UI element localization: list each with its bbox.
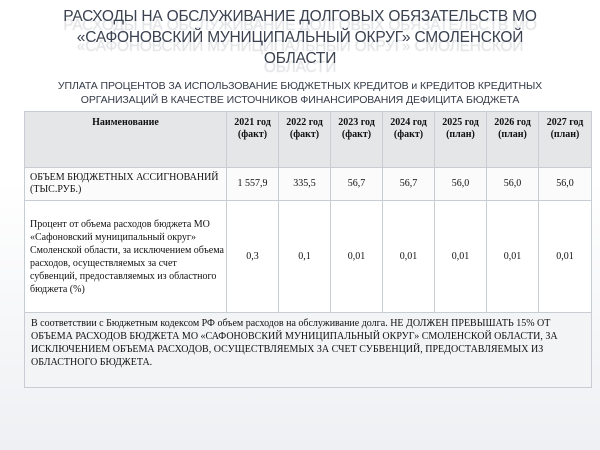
table-row (25, 201, 592, 313)
cell-value: 0,01 (331, 201, 383, 313)
header-2022: 2022 год (факт) (279, 112, 331, 168)
cell-value: 0,1 (279, 201, 331, 313)
cell-value: 0,01 (539, 201, 592, 313)
cell-value: 56,0 (487, 168, 539, 201)
page-title (40, 6, 560, 69)
cell-value: 0,3 (227, 201, 279, 313)
table-row (25, 168, 592, 201)
header-2024: 2024 год (факт) (383, 112, 435, 168)
cell-value: 56,0 (539, 168, 592, 201)
table-header-row (25, 112, 592, 168)
cell-value: 56,7 (383, 168, 435, 201)
header-name: Наименование (25, 112, 227, 168)
table-subtitle (30, 79, 570, 107)
row-label-percent: Процент от объема расходов бюджета МО «Сафоновский муниципальный округ» Смоленской области, за исключением объема расходов, осуществляемых за счет субвенций, предоставляемых из областного бюджета (%) (25, 201, 227, 313)
header-2025: 2025 год (план) (435, 112, 487, 168)
title-line-1: РАСХОДЫ НА ОБСЛУЖИВАНИЕ ДОЛГОВЫХ ОБЯЗАТЕЛЬСТВ МО (63, 8, 537, 25)
cell-value: 335,5 (279, 168, 331, 201)
subtitle-line-2: ОРГАНИЗАЦИЙ В КАЧЕСТВЕ ИСТОЧНИКОВ ФИНАНСИРОВАНИЯ ДЕФИЦИТА БЮДЖЕТА (80, 94, 520, 106)
table-note-row (25, 313, 592, 388)
debt-service-table (24, 111, 592, 388)
header-2021: 2021 год (факт) (227, 112, 279, 168)
title-line-2: «САФОНОВСКИЙ МУНИЦИПАЛЬНЫЙ ОКРУГ» СМОЛЕНСКОЙ ОБЛАСТИ (76, 29, 524, 67)
budget-code-note: В соответствии с Бюджетным кодексом РФ объем расходов на обслуживание долга. НЕ ДОЛЖЕН ПРЕВЫШАТЬ 15% ОТ ОБЪЕМА РАСХОДОВ БЮДЖЕТА МО «САФОНОВСКИЙ МУНИЦИПАЛЬНЫЙ ОКРУГ» СМОЛЕНСКОЙ ОБЛАСТИ, ЗА ИСКЛЮЧЕНИЕМ ОБЪЕМА РАСХОДОВ, ОСУЩЕСТВЛЯЕМЫХ ЗА СЧЕТ СУБВЕНЦИЙ, ПРЕДОСТАВЛЯЕМЫХ ИЗ ОБЛАСТНОГО БЮДЖЕТА. (25, 313, 592, 388)
cell-value: 56,7 (331, 168, 383, 201)
subtitle-line-1: УПЛАТА ПРОЦЕНТОВ ЗА ИСПОЛЬЗОВАНИЕ БЮДЖЕТНЫХ КРЕДИТОВ и КРЕДИТОВ КРЕДИТНЫХ (57, 80, 543, 92)
header-2027: 2027 год (план) (539, 112, 592, 168)
cell-value: 0,01 (487, 201, 539, 313)
row-label-allocations: ОБЪЕМ БЮДЖЕТНЫХ АССИГНОВАНИЙ (ТЫС.РУБ.) (25, 168, 227, 201)
cell-value: 1 557,9 (227, 168, 279, 201)
header-2026: 2026 год (план) (487, 112, 539, 168)
cell-value: 0,01 (383, 201, 435, 313)
debt-table-container (24, 111, 591, 378)
header-2023: 2023 год (факт) (331, 112, 383, 168)
cell-value: 56,0 (435, 168, 487, 201)
cell-value: 0,01 (435, 201, 487, 313)
